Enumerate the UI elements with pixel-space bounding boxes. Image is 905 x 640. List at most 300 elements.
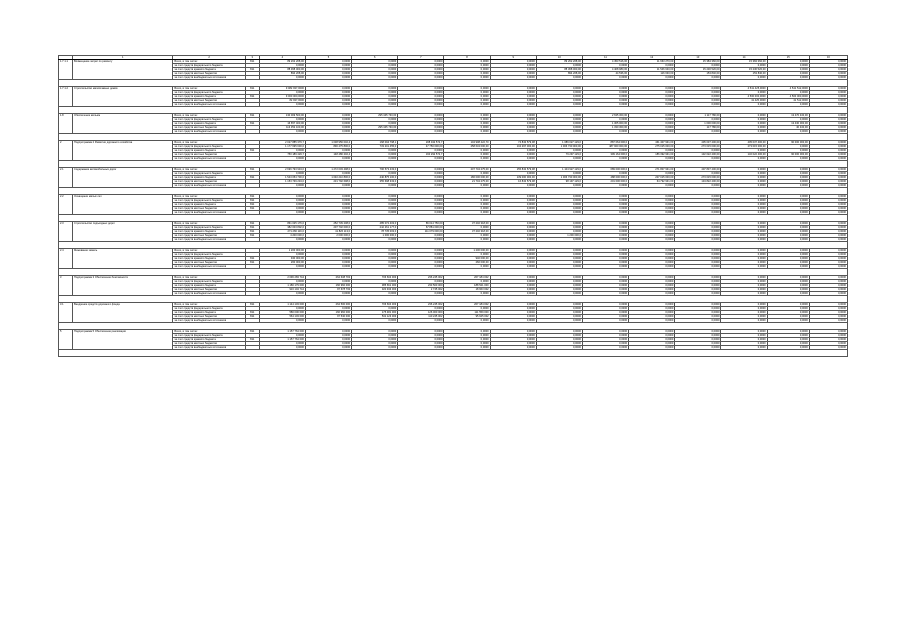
value-cell: 0,0000 bbox=[721, 280, 767, 284]
row-title: Подпрограмма 3 Обеспечение безопасности bbox=[73, 276, 173, 296]
value-cell: 0,0000 bbox=[629, 211, 675, 215]
value-cell: 1 272 003 498,0 bbox=[305, 168, 351, 172]
value-cell: 0,0000 bbox=[629, 230, 675, 234]
value-cell: 0,0000 bbox=[536, 222, 582, 226]
row-kbk: 811 bbox=[245, 311, 259, 315]
row-label: за счет средств местных бюджетов bbox=[173, 153, 245, 157]
value-cell: 0,0000 bbox=[721, 211, 767, 215]
spacer-cell bbox=[59, 80, 848, 87]
value-cell: 0,0000 bbox=[721, 91, 767, 95]
value-cell: 0,0000 bbox=[352, 338, 398, 342]
value-cell: 0,0000 bbox=[721, 307, 767, 311]
value-cell: 706 604 003 bbox=[352, 303, 398, 307]
value-cell: 0,0000 bbox=[536, 103, 582, 107]
value-cell: 1 543 054 700,0 bbox=[259, 176, 305, 180]
value-cell: 0,0000 bbox=[536, 315, 582, 319]
spacer-row bbox=[59, 350, 848, 357]
value-cell: 0,0000 bbox=[767, 280, 809, 284]
value-cell: 0,0000 bbox=[582, 64, 628, 68]
value-cell: 0,0000 bbox=[582, 253, 628, 257]
value-cell: 0,0000 bbox=[767, 157, 809, 161]
value-cell: 117 780,00 bbox=[675, 126, 721, 130]
row-label: за счет средств краевого бюджета bbox=[173, 257, 245, 261]
value-cell: 0,0000 bbox=[721, 276, 767, 280]
row-label: за счет средств внебюджетных источников bbox=[173, 184, 245, 188]
value-cell: 0,0000 bbox=[721, 249, 767, 253]
row-kbk: 811 bbox=[245, 176, 259, 180]
spacer-row bbox=[59, 134, 848, 141]
value-cell: 0,0000 bbox=[809, 261, 847, 265]
value-cell: 0,0000 bbox=[675, 184, 721, 188]
value-cell: 0,0000 bbox=[490, 319, 536, 323]
value-cell: 16 657 400,00 bbox=[259, 122, 305, 126]
value-cell: 0,0000 bbox=[767, 230, 809, 234]
value-cell: 0,0000 bbox=[767, 68, 809, 72]
value-cell: 0,0000 bbox=[809, 141, 847, 145]
value-cell: 0,0000 bbox=[536, 338, 582, 342]
value-cell: 0,0000 bbox=[809, 249, 847, 253]
value-cell: 0,0000 bbox=[721, 199, 767, 203]
value-cell: 0,0000 bbox=[490, 64, 536, 68]
value-cell: 89 262 208,00 bbox=[536, 60, 582, 64]
value-cell: 201 000 000,0 bbox=[582, 180, 628, 184]
value-cell: 580 000 000 bbox=[259, 311, 305, 315]
value-cell: 0,0000 bbox=[809, 265, 847, 269]
value-cell: 0,0000 bbox=[721, 172, 767, 176]
row-label: за счет средств краевого бюджета bbox=[173, 311, 245, 315]
value-cell: 0,0000 bbox=[490, 276, 536, 280]
value-cell: 0,0000 bbox=[259, 253, 305, 257]
value-cell: 0,0000 bbox=[490, 238, 536, 242]
spacer-row bbox=[59, 161, 848, 168]
value-cell: 0,0000 bbox=[490, 203, 536, 207]
value-cell: 0,0000 bbox=[629, 257, 675, 261]
row-label: за счет средств федерального бюджета bbox=[173, 334, 245, 338]
value-cell: 0,0000 bbox=[305, 68, 351, 72]
value-cell: 0,0000 bbox=[305, 91, 351, 95]
value-cell: 0,0000 bbox=[352, 238, 398, 242]
value-cell: 0,0000 bbox=[582, 230, 628, 234]
value-cell: 113 352 100,00 bbox=[259, 126, 305, 130]
value-cell: 233 500 000 bbox=[398, 284, 444, 288]
value-cell: 0,0000 bbox=[259, 199, 305, 203]
value-cell: 0,0000 bbox=[259, 64, 305, 68]
value-cell: 2 000 000,0 bbox=[305, 234, 351, 238]
row-kbk: 811 bbox=[245, 257, 259, 261]
value-cell: 0,0000 bbox=[352, 184, 398, 188]
row-kbk: 811 bbox=[245, 303, 259, 307]
row-kbk: 811 bbox=[245, 222, 259, 226]
value-cell: 0,0000 bbox=[675, 338, 721, 342]
value-cell: 0,0000 bbox=[490, 149, 536, 153]
row-code: 5 bbox=[59, 330, 73, 350]
value-cell: 0,0000 bbox=[490, 60, 536, 64]
value-cell: 0,0000 bbox=[352, 103, 398, 107]
value-cell: 166 960 000 bbox=[305, 284, 351, 288]
spacer-cell bbox=[59, 107, 848, 114]
value-cell: 0,0000 bbox=[582, 118, 628, 122]
value-cell: 0,0000 bbox=[352, 122, 398, 126]
value-cell: 0,0000 bbox=[490, 153, 536, 157]
value-cell: 0,0000 bbox=[352, 292, 398, 296]
row-label: за счет средств местных бюджетов bbox=[173, 99, 245, 103]
value-cell: 0,0000 bbox=[536, 76, 582, 80]
value-cell: 37 202 318,00 bbox=[444, 222, 490, 226]
value-cell: 0,0000 bbox=[536, 87, 582, 91]
value-cell: 207 184 002 bbox=[444, 276, 490, 280]
value-cell: 0,0000 bbox=[305, 292, 351, 296]
value-cell: 273 015 000,00 bbox=[675, 176, 721, 180]
value-cell: 0,0000 bbox=[809, 303, 847, 307]
value-cell: 0,0000 bbox=[305, 114, 351, 118]
value-cell: 0,0000 bbox=[629, 261, 675, 265]
value-cell: 0,0000 bbox=[398, 149, 444, 153]
value-cell: 0,0000 bbox=[444, 114, 490, 118]
value-cell: 0,0000 bbox=[352, 253, 398, 257]
value-cell: 0,0000 bbox=[536, 261, 582, 265]
value-cell: 0,0000 bbox=[582, 292, 628, 296]
row-label: за счет средств краевого бюджета bbox=[173, 68, 245, 72]
value-cell: 74 843 579,08 bbox=[490, 141, 536, 145]
value-cell: 0,0000 bbox=[629, 303, 675, 307]
value-cell: 0,0000 bbox=[809, 64, 847, 68]
value-cell: 0,0000 bbox=[675, 222, 721, 226]
value-cell: 0,0000 bbox=[809, 91, 847, 95]
value-cell: 0,0000 bbox=[490, 338, 536, 342]
value-cell: 0,0000 bbox=[259, 157, 305, 161]
value-cell: 264 500 000 bbox=[305, 303, 351, 307]
value-cell: 0,0000 bbox=[444, 172, 490, 176]
value-cell: 0,0000 bbox=[490, 265, 536, 269]
value-cell: 0,0000 bbox=[582, 346, 628, 350]
value-cell: 0,0000 bbox=[444, 253, 490, 257]
value-cell: 86 014 750,00 bbox=[398, 222, 444, 226]
value-cell: 0,0000 bbox=[536, 334, 582, 338]
value-cell: 0,0000 bbox=[305, 307, 351, 311]
spacer-row bbox=[59, 188, 848, 195]
value-cell: 0,0000 bbox=[259, 130, 305, 134]
value-cell: 487 900 000,00 bbox=[582, 145, 628, 149]
value-cell: 0,0000 bbox=[721, 207, 767, 211]
value-cell: 0,0000 bbox=[352, 130, 398, 134]
value-cell: 0,0000 bbox=[398, 168, 444, 172]
value-cell: 252 739 208,0 bbox=[305, 222, 351, 226]
value-cell: 0,0000 bbox=[767, 76, 809, 80]
value-cell: 0,0000 bbox=[721, 234, 767, 238]
value-cell: 1 153 739 234,0 bbox=[259, 180, 305, 184]
value-cell: 0,0000 bbox=[398, 114, 444, 118]
value-cell: 0,0000 bbox=[490, 288, 536, 292]
value-cell: 0,0000 bbox=[259, 334, 305, 338]
value-cell: 1 000 000,00 bbox=[675, 122, 721, 126]
value-cell: 166 960 000 bbox=[305, 311, 351, 315]
value-cell: 0,0000 bbox=[629, 342, 675, 346]
value-cell: 0,0000 bbox=[721, 292, 767, 296]
value-cell: 0,0000 bbox=[398, 103, 444, 107]
value-cell: 0,0000 bbox=[721, 261, 767, 265]
value-cell: 0,0000 bbox=[582, 103, 628, 107]
value-cell: 1 144 103 000 bbox=[259, 303, 305, 307]
value-cell: 0,0000 bbox=[675, 238, 721, 242]
value-cell: 0,0000 bbox=[809, 99, 847, 103]
value-cell: 0,0000 bbox=[259, 211, 305, 215]
value-cell: 0,0000 bbox=[675, 211, 721, 215]
row-label: Всего, в том числе: bbox=[173, 330, 245, 334]
value-cell: 0,0000 bbox=[721, 184, 767, 188]
row-kbk: 811 bbox=[245, 122, 259, 126]
value-cell: 0,0000 bbox=[582, 257, 628, 261]
value-cell: 0,0000 bbox=[629, 195, 675, 199]
value-cell: 0,0000 bbox=[809, 76, 847, 80]
value-cell: 0,0000 bbox=[582, 95, 628, 99]
value-cell: 0,0000 bbox=[305, 257, 351, 261]
value-cell: 385 661 000 bbox=[352, 284, 398, 288]
value-cell: 186 000 000,00 bbox=[444, 176, 490, 180]
value-cell: 0,0000 bbox=[629, 292, 675, 296]
value-cell: 0,0000 bbox=[536, 130, 582, 134]
value-cell: 861 025 176,0 bbox=[259, 222, 305, 226]
value-cell: 0,0000 bbox=[721, 346, 767, 350]
row-label: за счет средств внебюджетных источников bbox=[173, 76, 245, 80]
row-label: за счет средств федерального бюджета bbox=[173, 118, 245, 122]
value-cell: 0,0000 bbox=[490, 330, 536, 334]
value-cell: 0,0000 bbox=[809, 114, 847, 118]
header-cell: 9 bbox=[490, 56, 536, 60]
value-cell: 940 000,00 bbox=[444, 257, 490, 261]
value-cell: 0,0000 bbox=[398, 122, 444, 126]
value-cell: 207 702 000,0 bbox=[305, 226, 351, 230]
value-cell: 0,0000 bbox=[629, 157, 675, 161]
value-cell: 0,0000 bbox=[352, 99, 398, 103]
value-cell: 0,0000 bbox=[582, 288, 628, 292]
value-cell: 0,0000 bbox=[767, 253, 809, 257]
value-cell: 273 015 000,00 bbox=[721, 145, 767, 149]
value-cell: 0,0000 bbox=[675, 288, 721, 292]
value-cell: 0,0000 bbox=[352, 319, 398, 323]
value-cell: 0,0000 bbox=[721, 284, 767, 288]
value-cell: 0,0000 bbox=[398, 76, 444, 80]
value-cell: 0,0000 bbox=[629, 330, 675, 334]
value-cell: 0,0000 bbox=[675, 253, 721, 257]
spacer-cell bbox=[59, 134, 848, 141]
row-kbk: 811 bbox=[245, 234, 259, 238]
value-cell: 132 022 400,00 bbox=[721, 153, 767, 157]
value-cell: 0,0000 bbox=[536, 276, 582, 280]
row-label: за счет средств внебюджетных источников bbox=[173, 211, 245, 215]
value-cell: 0,0000 bbox=[352, 257, 398, 261]
value-cell: 0,0000 bbox=[629, 184, 675, 188]
value-cell: 0,0000 bbox=[444, 76, 490, 80]
value-cell: 0,0000 bbox=[444, 292, 490, 296]
row-title: Внедрение средств дорожного фонда bbox=[73, 303, 173, 323]
value-cell: 0,0000 bbox=[398, 91, 444, 95]
value-cell: 0,0000 bbox=[721, 334, 767, 338]
spreadsheet bbox=[58, 55, 848, 357]
value-cell: 0,0000 bbox=[398, 72, 444, 76]
value-cell: 0,0000 bbox=[305, 118, 351, 122]
row-label: за счет средств местных бюджетов bbox=[173, 315, 245, 319]
value-cell: 104 908 422,70 bbox=[444, 141, 490, 145]
row-code: 2.3 bbox=[59, 222, 73, 242]
value-cell: 0,0000 bbox=[444, 184, 490, 188]
value-cell: 0,0000 bbox=[767, 288, 809, 292]
row-label: Всего, в том числе: bbox=[173, 303, 245, 307]
value-cell: 0,0000 bbox=[629, 122, 675, 126]
value-cell: 0,0000 bbox=[352, 199, 398, 203]
value-cell: 0,0000 bbox=[305, 76, 351, 80]
value-cell: 0,0000 bbox=[675, 276, 721, 280]
value-cell: 0,0000 bbox=[767, 249, 809, 253]
value-cell: 0,0000 bbox=[398, 87, 444, 91]
value-cell: 0,0000 bbox=[809, 122, 847, 126]
value-cell: 0,0000 bbox=[809, 334, 847, 338]
row-label: за счет средств краевого бюджета bbox=[173, 338, 245, 342]
value-cell: 706 604 003 bbox=[352, 276, 398, 280]
value-cell: 0,0000 bbox=[809, 211, 847, 215]
value-cell: 0,0000 bbox=[767, 265, 809, 269]
value-cell: 0,0000 bbox=[721, 195, 767, 199]
row-label: за счет средств краевого бюджета bbox=[173, 230, 245, 234]
value-cell: 0,0000 bbox=[305, 195, 351, 199]
value-cell: 0,0000 bbox=[675, 149, 721, 153]
value-cell: 18 663 002 bbox=[444, 288, 490, 292]
value-cell: 0,0000 bbox=[490, 315, 536, 319]
value-cell: 0,0000 bbox=[305, 99, 351, 103]
value-cell: 0,0000 bbox=[721, 288, 767, 292]
value-cell: 0,0000 bbox=[809, 176, 847, 180]
value-cell: 1 305 000,00 bbox=[582, 122, 628, 126]
value-cell: 0,0000 bbox=[398, 338, 444, 342]
value-cell: 2 696 793 934,0 bbox=[259, 168, 305, 172]
value-cell: 894 208,00 bbox=[536, 72, 582, 76]
value-cell: 1 006 730 000,00 bbox=[536, 176, 582, 180]
value-cell: 0,0000 bbox=[767, 180, 809, 184]
row-code: 2.1 bbox=[59, 168, 73, 188]
value-cell: 0,0000 bbox=[809, 319, 847, 323]
spacer-row bbox=[59, 242, 848, 249]
value-cell: 82 937,0000 bbox=[259, 99, 305, 103]
value-cell: 0,0000 bbox=[629, 118, 675, 122]
value-cell: 0,0000 bbox=[490, 211, 536, 215]
value-cell: 0,0000 bbox=[490, 292, 536, 296]
value-cell: 295 345 730,00 bbox=[352, 126, 398, 130]
value-cell: 47 750 000,00 bbox=[398, 145, 444, 149]
value-cell: 0,0000 bbox=[536, 292, 582, 296]
value-cell: 0,0000 bbox=[444, 265, 490, 269]
value-cell: 0,0000 bbox=[582, 238, 628, 242]
value-cell: 1 038 956 002,4 bbox=[305, 141, 351, 145]
value-cell: 242 261 177,0 bbox=[352, 226, 398, 230]
value-cell: 0,0000 bbox=[629, 91, 675, 95]
spacer-row bbox=[59, 323, 848, 330]
value-cell: 0,0000 bbox=[629, 265, 675, 269]
value-cell: 0,0000 bbox=[809, 292, 847, 296]
value-cell: 0,0000 bbox=[444, 238, 490, 242]
value-cell: 0,0000 bbox=[675, 157, 721, 161]
value-cell: 0,0000 bbox=[398, 207, 444, 211]
value-cell: 97 540 000 bbox=[305, 315, 351, 319]
value-cell: 0,0000 bbox=[536, 64, 582, 68]
value-cell: 148 480 202,4 bbox=[305, 153, 351, 157]
value-cell: 1 086 027 129,0 bbox=[536, 141, 582, 145]
value-cell: 1 177 695 600,0 bbox=[259, 145, 305, 149]
value-cell: 0,0000 bbox=[767, 172, 809, 176]
value-cell: 0,0000 bbox=[767, 311, 809, 315]
value-cell: 0,0000 bbox=[675, 207, 721, 211]
value-cell: 0,0000 bbox=[259, 172, 305, 176]
value-cell: 0,0000 bbox=[444, 346, 490, 350]
value-cell: 0,0000 bbox=[305, 342, 351, 346]
value-cell: 0,0000 bbox=[444, 211, 490, 215]
value-cell: 0,0000 bbox=[629, 130, 675, 134]
value-cell: 0,0000 bbox=[444, 203, 490, 207]
value-cell: 0,0000 bbox=[259, 76, 305, 80]
value-cell: 0,0000 bbox=[305, 103, 351, 107]
value-cell: 0,0000 bbox=[352, 211, 398, 215]
value-cell: 79 297 129,0 bbox=[536, 153, 582, 157]
spacer-cell bbox=[59, 188, 848, 195]
value-cell: 0,0000 bbox=[629, 346, 675, 350]
row-label: за счет средств местных бюджетов bbox=[173, 288, 245, 292]
value-cell: 0,0000 bbox=[767, 60, 809, 64]
value-cell: 1 157 764 000 bbox=[259, 338, 305, 342]
value-cell: 0,0000 bbox=[809, 222, 847, 226]
value-cell: 90 000 000,00 bbox=[767, 153, 809, 157]
value-cell: 0,0000 bbox=[721, 176, 767, 180]
value-cell: 0,0000 bbox=[809, 172, 847, 176]
row-code: 2.2 bbox=[59, 195, 73, 215]
value-cell: 0,0000 bbox=[582, 130, 628, 134]
value-cell: 0,0000 bbox=[536, 346, 582, 350]
value-cell: 0,0000 bbox=[629, 149, 675, 153]
value-cell: 0,0000 bbox=[490, 157, 536, 161]
value-cell: 64 792 931,00 bbox=[629, 180, 675, 184]
value-cell: 1 200 000,00 bbox=[444, 249, 490, 253]
value-cell: 0,0000 bbox=[536, 207, 582, 211]
value-cell: 0,0000 bbox=[767, 319, 809, 323]
value-cell: 88 368 000,00 bbox=[536, 68, 582, 72]
value-cell: 405 037 400,00 bbox=[675, 141, 721, 145]
value-cell: 0,0000 bbox=[352, 261, 398, 265]
row-label: за счет средств краевого бюджета bbox=[173, 284, 245, 288]
value-cell: 0,0000 bbox=[582, 184, 628, 188]
value-cell: 0,0000 bbox=[352, 172, 398, 176]
value-cell: 0,0000 bbox=[767, 184, 809, 188]
value-cell: 67 881 000,00 bbox=[398, 226, 444, 230]
value-cell: 0,0000 bbox=[444, 334, 490, 338]
value-cell: 15 230 520,00 bbox=[675, 68, 721, 72]
value-cell: 0,0000 bbox=[490, 99, 536, 103]
value-cell: 0,0000 bbox=[259, 103, 305, 107]
header-cell: 3 bbox=[245, 56, 259, 60]
value-cell: 0,0000 bbox=[629, 207, 675, 211]
value-cell: 1 117 780,00 bbox=[675, 114, 721, 118]
value-cell: 0,0000 bbox=[490, 307, 536, 311]
value-cell: 0,0000 bbox=[352, 195, 398, 199]
value-cell: 0,0000 bbox=[398, 265, 444, 269]
value-cell: 0,0000 bbox=[582, 284, 628, 288]
value-cell: 236 245 002 bbox=[398, 276, 444, 280]
value-cell: 0,0000 bbox=[490, 249, 536, 253]
value-cell: 0,0000 bbox=[398, 199, 444, 203]
value-cell: 0,0000 bbox=[444, 338, 490, 342]
value-cell: 0,0000 bbox=[305, 172, 351, 176]
value-cell: 0,0000 bbox=[536, 230, 582, 234]
value-cell: 0,0000 bbox=[809, 307, 847, 311]
value-cell: 0,0000 bbox=[444, 95, 490, 99]
value-cell: 0,0000 bbox=[809, 153, 847, 157]
value-cell: 0,0000 bbox=[721, 330, 767, 334]
